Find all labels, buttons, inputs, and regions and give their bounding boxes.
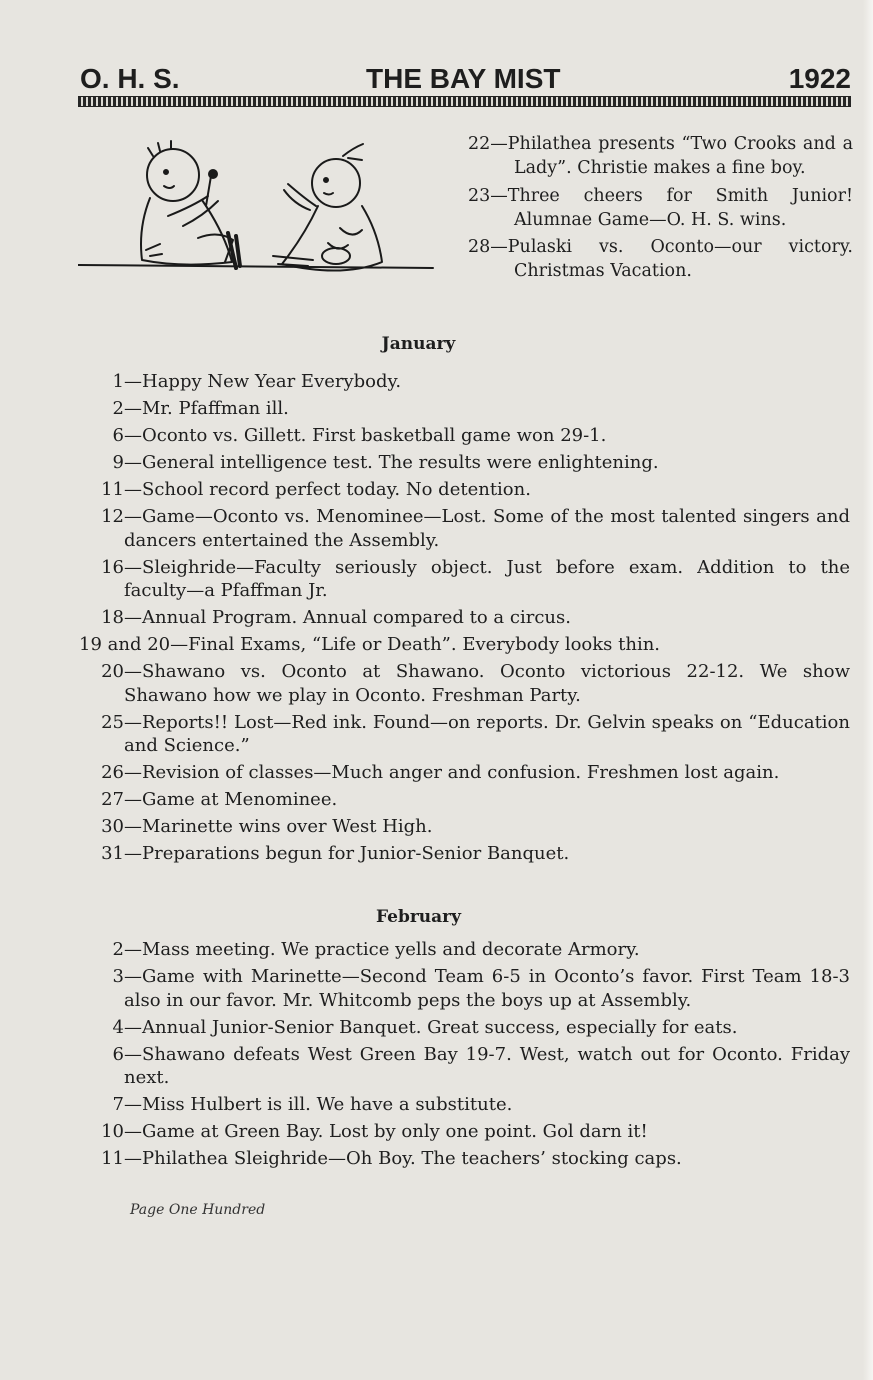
entry-date: 12 (101, 506, 124, 527)
entry-date: 26 (101, 762, 124, 783)
list-item: 28—Pulaski vs. Oconto—our victory. Christmas Vacation. (468, 237, 853, 281)
entry-text: —General intelligence test. The results were enlightening. (124, 452, 659, 473)
entry-date: 31 (101, 843, 124, 864)
entry-text: —Revision of classes—Much anger and confusion. Freshmen lost again. (124, 762, 780, 783)
list-item (70, 788, 850, 812)
page-footer: Page One Hundred (130, 1202, 266, 1218)
list-item (70, 842, 850, 866)
list-item (70, 1093, 850, 1117)
list-item (70, 1120, 850, 1144)
list-item (70, 1016, 850, 1040)
list-item (70, 424, 850, 448)
entry-text: —Final Exams, “Life or Death”. Everybody looks thin. (170, 634, 661, 655)
entry-text: —Annual Junior-Senior Banquet. Great success, especially for eats. (124, 1016, 738, 1038)
entry-date: 10 (101, 1121, 124, 1142)
list-item (70, 815, 850, 839)
entry-date: 20 (101, 661, 124, 682)
entry-date: 2 (112, 939, 124, 960)
babies-illustration (78, 138, 438, 298)
entry-text: —Game at Menominee. (124, 789, 338, 810)
entry-text: —Reports!! Lost—Red ink. Found—on reports. Dr. Gelvin speaks on “Education and Science.” (124, 711, 850, 756)
entry-date: 2 (112, 398, 124, 419)
list-item (70, 761, 850, 785)
entry-date: 7 (112, 1094, 124, 1115)
entry-date: 1 (112, 371, 124, 392)
list-item (70, 478, 850, 502)
entry-text: —Game with Marinette—Second Team 6-5 in Oconto’s favor. First Team 18-3 also in our favor. Mr. Whitcomb peps the boys up at Assembly. (124, 966, 850, 1011)
list-item: 22—Philathea presents “Two Crooks and a Lady”. Christie makes a fine boy. (468, 134, 853, 178)
heading-january: January (381, 334, 456, 354)
entry-date: 6 (112, 425, 124, 446)
entry-date: 25 (101, 711, 124, 733)
entry-date: 19 and 20 (79, 634, 171, 655)
list-item (70, 370, 850, 394)
entry-text: —Game at Green Bay. Lost by only one point. Gol darn it! (124, 1121, 648, 1142)
running-header (80, 62, 851, 96)
entry-date: 3 (112, 966, 124, 987)
heading-february: February (375, 907, 461, 927)
entry-text: —Sleighride—Faculty seriously object. Just before exam. Addition to the faculty—a Pfaffman Jr. (124, 556, 850, 601)
entry-date: 6 (112, 1043, 124, 1065)
december-continued (468, 132, 853, 287)
list-item (70, 505, 850, 552)
february-list (70, 938, 850, 1174)
entry-text: —Happy New Year Everybody. (124, 371, 402, 392)
list-item (70, 397, 850, 421)
list-item (70, 711, 850, 758)
entry-date: 9 (112, 452, 124, 473)
entry-text: —Mr. Pfaffman ill. (124, 398, 289, 419)
list-item (70, 556, 850, 603)
entry-text: —Miss Hulbert is ill. We have a substitute. (124, 1094, 513, 1115)
header-rule (78, 96, 851, 107)
header-title: THE BAY MIST (366, 63, 561, 94)
entry-text: —Oconto vs. Gillett. First basketball game won 29-1. (124, 425, 607, 446)
entry-text: —Shawano vs. Oconto at Shawano. Oconto victorious 22-12. We show Shawano how we play in Oconto. Freshman Party. (124, 661, 850, 706)
entry-date: 30 (101, 816, 124, 837)
entry-date: 11 (101, 479, 124, 500)
list-item (70, 633, 850, 657)
list-item (70, 1043, 850, 1090)
page-edge (863, 0, 873, 1380)
list-item (70, 660, 850, 707)
january-list (70, 370, 850, 869)
list-item: 23—Three cheers for Smith Junior! Alumnae Game—O. H. S. wins. (468, 185, 853, 230)
entry-text: —Annual Program. Annual compared to a circus. (124, 607, 571, 628)
entry-text: —School record perfect today. No detention. (124, 479, 531, 500)
entry-text: —Shawano defeats West Green Bay 19-7. West, watch out for Oconto. Friday next. (124, 1043, 850, 1088)
entry-date: 18 (101, 607, 124, 628)
entry-text: —Game—Oconto vs. Menominee—Lost. Some of the most talented singers and dancers entertained the Assembly. (124, 506, 850, 551)
list-item (70, 965, 850, 1012)
entry-text: —Mass meeting. We practice yells and decorate Armory. (124, 939, 640, 960)
entry-date: 16 (101, 556, 124, 578)
list-item (70, 1147, 850, 1171)
list-item (70, 606, 850, 630)
list-item (70, 938, 850, 962)
header-school: O. H. S. (80, 63, 180, 94)
entry-date: 11 (101, 1148, 124, 1169)
header-year: 1922 (788, 63, 851, 94)
entry-text: —Preparations begun for Junior-Senior Banquet. (124, 843, 570, 864)
list-item (70, 451, 850, 475)
entry-date: 27 (101, 789, 124, 810)
entry-date: 4 (112, 1016, 124, 1038)
entry-text: —Philathea Sleighride—Oh Boy. The teachers’ stocking caps. (124, 1148, 682, 1169)
entry-text: —Marinette wins over West High. (124, 816, 433, 837)
